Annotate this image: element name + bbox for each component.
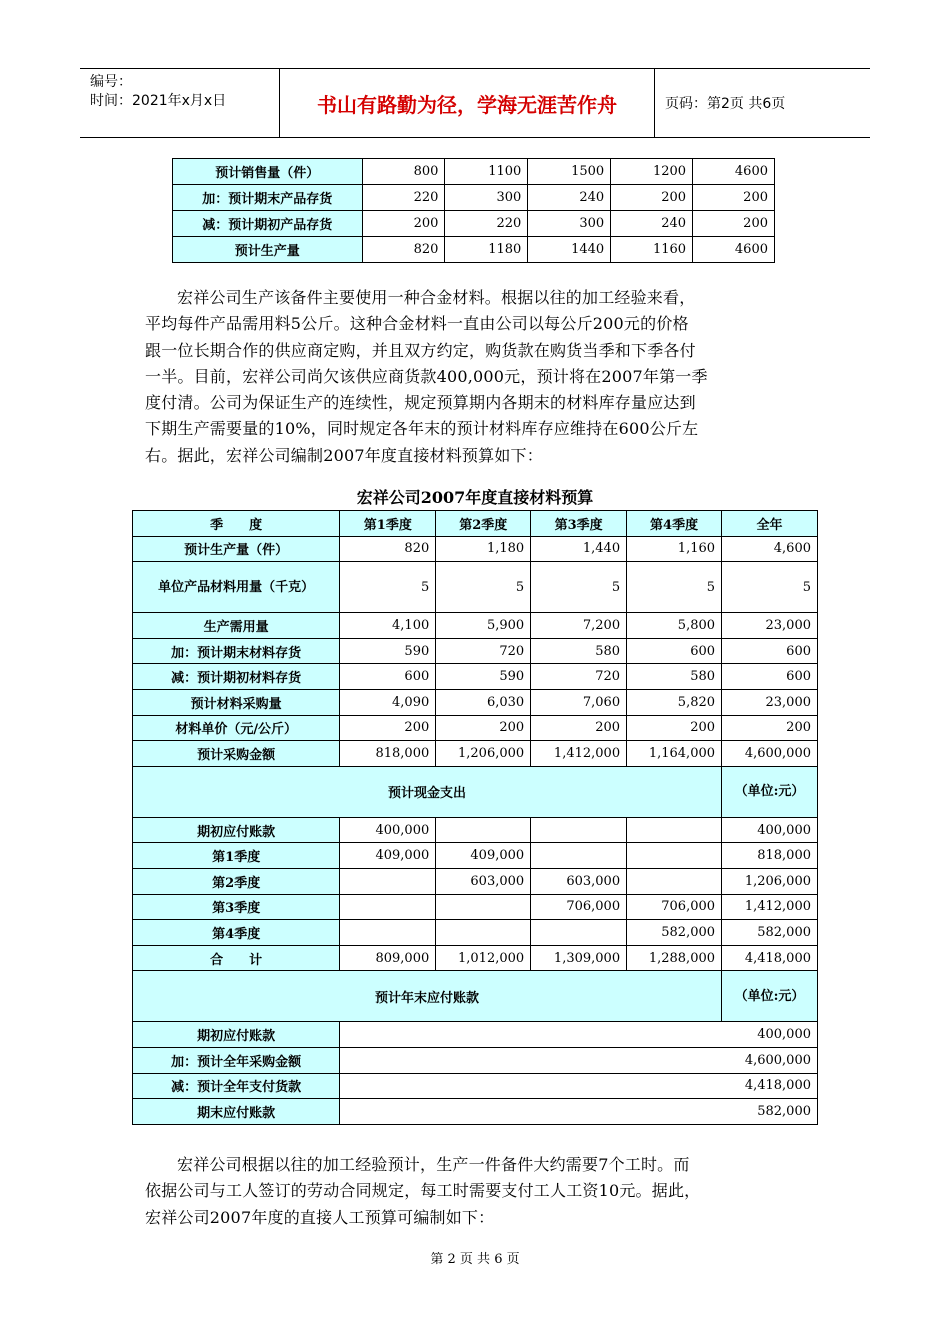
cell: 5 [436, 562, 531, 613]
cell: 400,000 [340, 817, 436, 843]
cell: 1,012,000 [436, 945, 531, 971]
row-label: 加：预计期末材料存货 [133, 638, 340, 664]
cell: 4,600,000 [340, 1047, 818, 1073]
table-row [133, 1099, 818, 1125]
text-line: 右。据此，宏祥公司编制2007年度直接材料预算如下： [145, 445, 543, 465]
table-row [173, 211, 775, 237]
cell: 600 [627, 638, 722, 664]
cell: 5 [340, 562, 436, 613]
cell: 1,440 [531, 536, 627, 562]
table-row [133, 817, 818, 843]
table-row [133, 638, 818, 664]
column-header: 第3季度 [531, 511, 627, 537]
cell: 23,000 [722, 689, 818, 715]
cell: 400,000 [340, 1022, 818, 1048]
cell: 7,200 [531, 613, 627, 639]
cell: 4,600,000 [722, 741, 818, 767]
cell: 1,412,000 [722, 894, 818, 920]
cell: 300 [528, 211, 611, 237]
cell [436, 894, 531, 920]
cell: 7,060 [531, 689, 627, 715]
cell: 720 [436, 638, 531, 664]
text-line: 平均每件产品需用料5公斤。这种合金材料一直由公司以每公斤200元的价格 [145, 314, 689, 334]
cell: 4600 [693, 159, 775, 185]
cell: 4,090 [340, 689, 436, 715]
row-label: 第4季度 [133, 920, 340, 946]
section-title: 预计年末应付账款 [133, 971, 722, 1022]
cell: 600 [340, 664, 436, 690]
cell: 1440 [528, 237, 611, 263]
header-meta [80, 69, 280, 137]
cell: 5 [722, 562, 818, 613]
cell: 5,900 [436, 613, 531, 639]
table-row [133, 613, 818, 639]
row-label: 加：预计期末产品存货 [173, 185, 363, 211]
cell: 200 [693, 211, 775, 237]
row-label: 第3季度 [133, 894, 340, 920]
table-header-row [133, 511, 818, 537]
table-row [133, 689, 818, 715]
row-label: 预计生产量（件） [133, 536, 340, 562]
row-label: 预计销售量（件） [173, 159, 363, 185]
row-label: 期初应付账款 [133, 1022, 340, 1048]
unit-label: （单位:元） [722, 766, 818, 817]
table-row [133, 1022, 818, 1048]
cell: 706,000 [531, 894, 627, 920]
cell: 200 [611, 185, 693, 211]
cell: 590 [340, 638, 436, 664]
page-header [80, 68, 870, 138]
cell: 1500 [528, 159, 611, 185]
cell: 6,030 [436, 689, 531, 715]
row-label: 期末应付账款 [133, 1099, 340, 1125]
section-band-cash [133, 766, 818, 817]
paragraph-labor [145, 1152, 811, 1231]
column-header: 第4季度 [627, 511, 722, 537]
cell [627, 868, 722, 894]
text-line: 一半。目前，宏祥公司尚欠该供应商货款400,000元，预计将在2007年第一季 [145, 366, 708, 386]
table-row [173, 159, 775, 185]
production-table [172, 158, 775, 263]
cell: 820 [362, 237, 445, 263]
section-band-payable [133, 971, 818, 1022]
cell [531, 920, 627, 946]
table-caption: 宏祥公司2007年度直接材料预算 [356, 488, 594, 507]
cell: 4,600 [722, 536, 818, 562]
cell: 1160 [611, 237, 693, 263]
cell: 1100 [445, 159, 528, 185]
cell: 4600 [693, 237, 775, 263]
cell: 1,160 [627, 536, 722, 562]
header-page-info: 页码：第2页 共6页 [665, 96, 786, 112]
cell: 200 [627, 715, 722, 741]
cell: 1,206,000 [722, 868, 818, 894]
cell: 4,418,000 [340, 1073, 818, 1099]
cell: 200 [693, 185, 775, 211]
table-row [133, 868, 818, 894]
cell: 200 [362, 211, 445, 237]
row-label: 减：预计全年支付货款 [133, 1073, 340, 1099]
cell [340, 920, 436, 946]
table-row [133, 1047, 818, 1073]
cell: 603,000 [531, 868, 627, 894]
row-label: 加：预计全年采购金额 [133, 1047, 340, 1073]
cell [436, 817, 531, 843]
cell: 582,000 [627, 920, 722, 946]
cell [340, 868, 436, 894]
cell: 1,288,000 [627, 945, 722, 971]
column-header: 全年 [722, 511, 818, 537]
cell: 1,309,000 [531, 945, 627, 971]
table-row [133, 664, 818, 690]
section-title: 预计现金支出 [133, 766, 722, 817]
cell: 5,800 [627, 613, 722, 639]
table-row [133, 843, 818, 869]
cell: 820 [340, 536, 436, 562]
cell: 800 [362, 159, 445, 185]
cell: 220 [362, 185, 445, 211]
document-date: 时间：2021年x月x日 [90, 93, 227, 109]
cell: 818,000 [722, 843, 818, 869]
cell: 5 [531, 562, 627, 613]
material-budget-table [132, 510, 818, 1125]
cell: 1,164,000 [627, 741, 722, 767]
cell: 818,000 [340, 741, 436, 767]
cell: 5,820 [627, 689, 722, 715]
table-row [133, 894, 818, 920]
cell: 1,180 [436, 536, 531, 562]
cell: 600 [722, 664, 818, 690]
table-row [133, 715, 818, 741]
row-label: 预计生产量 [173, 237, 363, 263]
text-line: 宏祥公司生产该备件主要使用一种合金材料。根据以往的加工经验来看， [177, 288, 696, 307]
row-label: 预计材料采购量 [133, 689, 340, 715]
table-row [133, 741, 818, 767]
cell: 240 [528, 185, 611, 211]
cell: 409,000 [340, 843, 436, 869]
text-line: 宏祥公司2007年度的直接人工预算可编制如下： [145, 1207, 495, 1227]
row-label: 合 计 [133, 945, 340, 971]
cell [627, 843, 722, 869]
cell: 240 [611, 211, 693, 237]
cell [531, 817, 627, 843]
table-row [173, 185, 775, 211]
row-label: 减：预计期初材料存货 [133, 664, 340, 690]
column-header: 第2季度 [436, 511, 531, 537]
table-row [133, 920, 818, 946]
cell [531, 843, 627, 869]
unit-label: （单位:元） [722, 971, 818, 1022]
row-label: 生产需用量 [133, 613, 340, 639]
cell [340, 894, 436, 920]
cell: 706,000 [627, 894, 722, 920]
cell: 409,000 [436, 843, 531, 869]
cell: 603,000 [436, 868, 531, 894]
table-row [133, 945, 818, 971]
cell: 582,000 [340, 1099, 818, 1125]
row-label: 单位产品材料用量（千克） [133, 562, 340, 613]
cell: 600 [722, 638, 818, 664]
cell: 200 [340, 715, 436, 741]
cell: 400,000 [722, 817, 818, 843]
text-line: 下期生产需要量的10%，同时规定各年末的预计材料库存应维持在600公斤左 [145, 419, 699, 439]
row-label: 第1季度 [133, 843, 340, 869]
text-line: 依据公司与工人签订的劳动合同规定，每工时需要支付工人工资10元。据此， [145, 1181, 701, 1201]
row-label: 减：预计期初产品存货 [173, 211, 363, 237]
cell: 4,100 [340, 613, 436, 639]
cell: 1,412,000 [531, 741, 627, 767]
cell: 200 [436, 715, 531, 741]
cell: 5 [627, 562, 722, 613]
cell [436, 920, 531, 946]
cell: 1180 [445, 237, 528, 263]
cell: 580 [627, 664, 722, 690]
row-label: 期初应付账款 [133, 817, 340, 843]
table-row [173, 237, 775, 263]
cell: 720 [531, 664, 627, 690]
text-line: 度付清。公司为保证生产的连续性，规定预算期内各期末的材料库存量应达到 [145, 393, 696, 413]
cell: 590 [436, 664, 531, 690]
row-label: 材料单价（元/公斤） [133, 715, 340, 741]
text-line: 跟一位长期合作的供应商定购，并且双方约定，购货款在购货当季和下季各付 [145, 340, 696, 360]
row-label: 预计采购金额 [133, 741, 340, 767]
row-label: 第2季度 [133, 868, 340, 894]
cell: 1,206,000 [436, 741, 531, 767]
column-header: 季 度 [133, 511, 340, 537]
cell: 300 [445, 185, 528, 211]
cell [627, 817, 722, 843]
column-header: 第1季度 [340, 511, 436, 537]
table-row [133, 536, 818, 562]
cell: 1200 [611, 159, 693, 185]
cell: 582,000 [722, 920, 818, 946]
table-row [133, 562, 818, 613]
cell: 23,000 [722, 613, 818, 639]
cell: 4,418,000 [722, 945, 818, 971]
cell: 809,000 [340, 945, 436, 971]
paragraph-material [145, 285, 811, 469]
document-number: 编号： [90, 74, 132, 90]
page-footer: 第 2 页 共 6 页 [430, 1252, 520, 1267]
header-motto: 书山有路勤为径，学海无涯苦作舟 [280, 69, 655, 137]
cell: 220 [445, 211, 528, 237]
cell: 580 [531, 638, 627, 664]
cell: 200 [722, 715, 818, 741]
cell: 200 [531, 715, 627, 741]
table-row [133, 1073, 818, 1099]
text-line: 宏祥公司根据以往的加工经验预计，生产一件备件大约需要7个工时。而 [177, 1155, 690, 1174]
